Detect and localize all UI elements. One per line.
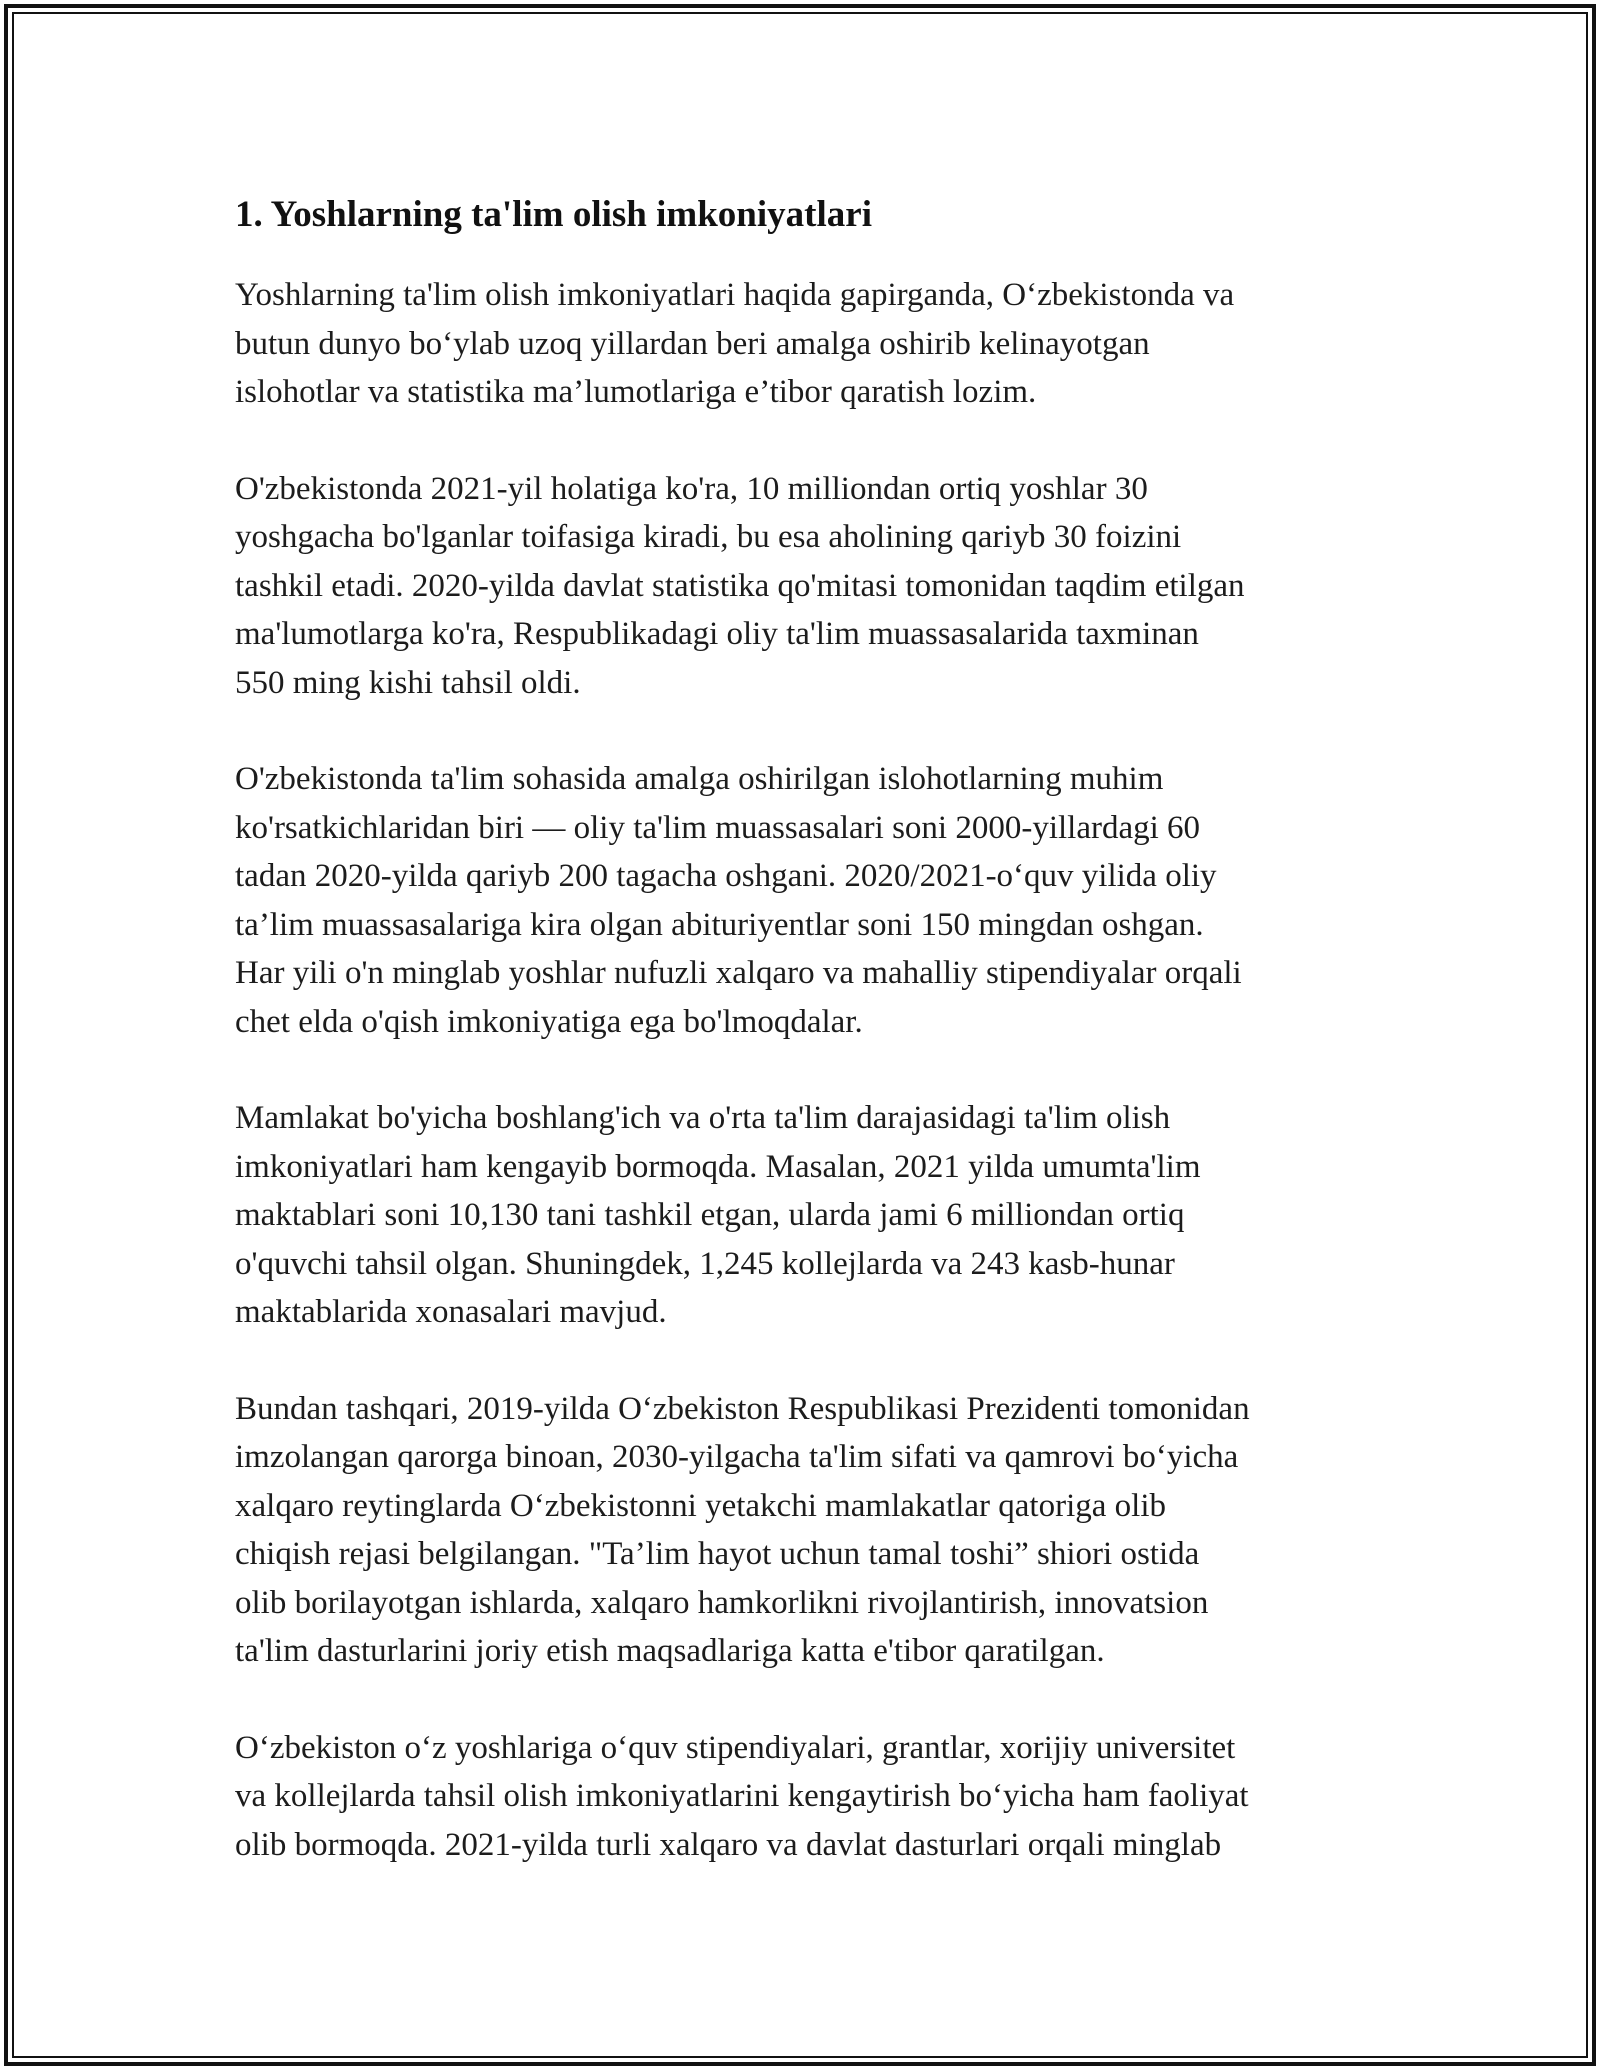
text-line: o'quvchi tahsil olgan. Shuningdek, 1,245 kollejlarda va 243 kasb-hunar — [235, 1245, 1175, 1282]
text-line: chiqish rejasi belgilangan. "Ta’lim hayot uchun tamal toshi” shiori ostida — [235, 1536, 1200, 1572]
text-line: ma'lumotlarga ko'ra, Respublikadagi oliy ta'lim muassasalarida taxminan — [235, 616, 1199, 652]
text-line: imzolangan qarorga binoan, 2030-yilgacha ta'lim sifati va qamrovi bo‘yicha — [235, 1439, 1239, 1475]
text-line: Bundan tashqari, 2019-yilda O‘zbekiston Respublikasi Prezidenti tomonidan — [235, 1390, 1250, 1427]
text-line: tadan 2020-yilda qariyb 200 tagacha oshgani. 2020/2021-o‘quv yilida oliy — [235, 858, 1217, 894]
text-line: tashkil etadi. 2020-yilda davlat statistika qo'mitasi tomonidan taqdim etilgan — [235, 567, 1245, 604]
text-line: chet elda o'qish imkoniyatiga ega bo'lmoqdalar. — [235, 1003, 863, 1040]
paragraph-2 — [235, 465, 1370, 708]
text-line: va kollejlarda tahsil olish imkoniyatlarini kengaytirish bo‘yicha ham faoliyat — [235, 1778, 1249, 1814]
text-line: ta’lim muassasalariga kira olgan abituriyentlar soni 150 mingdan oshgan. — [235, 906, 1204, 943]
text-line: O‘zbekiston o‘z yoshlariga o‘quv stipendiyalari, grantlar, xorijiy universitet — [235, 1729, 1236, 1766]
paragraph-5 — [235, 1385, 1370, 1676]
paragraph-4 — [235, 1094, 1370, 1337]
paragraph-6 — [235, 1724, 1370, 1870]
text-line: butun dunyo bo‘ylab uzoq yillardan beri amalga oshirib kelinayotgan — [235, 325, 1150, 362]
document-body — [235, 185, 1370, 1917]
text-line: islohotlar va statistika ma’lumotlariga e’tibor qaratish lozim. — [235, 374, 1037, 410]
text-line: ko'rsatkichlaridan biri — oliy ta'lim muassasalari soni 2000-yillardagi 60 — [235, 809, 1201, 846]
text-line: O'zbekistonda ta'lim sohasida amalga oshirilgan islohotlarning muhim — [235, 761, 1164, 797]
text-line: Yoshlarning ta'lim olish imkoniyatlari haqida gapirganda, O‘zbekistonda va — [235, 277, 1235, 313]
text-line: O'zbekistonda 2021-yil holatiga ko'ra, 10 milliondan ortiq yoshlar 30 — [235, 470, 1148, 507]
section-heading: 1. Yoshlarning ta'lim olish imkoniyatlari — [235, 194, 872, 235]
text-line: olib bormoqda. 2021-yilda turli xalqaro va davlat dasturlari orqali minglab — [235, 1826, 1222, 1863]
text-line: olib borilayotgan ishlarda, xalqaro hamkorlikni rivojlantirish, innovatsion — [235, 1584, 1209, 1621]
text-line: maktablarida xonasalari mavjud. — [235, 1294, 667, 1330]
text-line: imkoniyatlari ham kengayib bormoqda. Masalan, 2021 yilda umumta'lim — [235, 1148, 1201, 1185]
paragraph-3 — [235, 755, 1370, 1046]
text-line: Har yili o'n minglab yoshlar nufuzli xalqaro va mahalliy stipendiyalar orqali — [235, 955, 1242, 991]
text-line: Mamlakat bo'yicha boshlang'ich va o'rta ta'lim darajasidagi ta'lim olish — [235, 1100, 1171, 1136]
paragraph-1 — [235, 271, 1370, 417]
text-line: ta'lim dasturlarini joriy etish maqsadlariga katta e'tibor qaratilgan. — [235, 1633, 1105, 1669]
text-line: xalqaro reytinglarda O‘zbekistonni yetakchi mamlakatlar qatoriga olib — [235, 1487, 1166, 1524]
text-line: 550 ming kishi tahsil oldi. — [235, 664, 581, 701]
text-line: yoshgacha bo'lganlar toifasiga kiradi, bu esa aholining qariyb 30 foizini — [235, 519, 1182, 555]
text-line: maktablari soni 10,130 tani tashkil etgan, ularda jami 6 milliondan ortiq — [235, 1197, 1185, 1233]
